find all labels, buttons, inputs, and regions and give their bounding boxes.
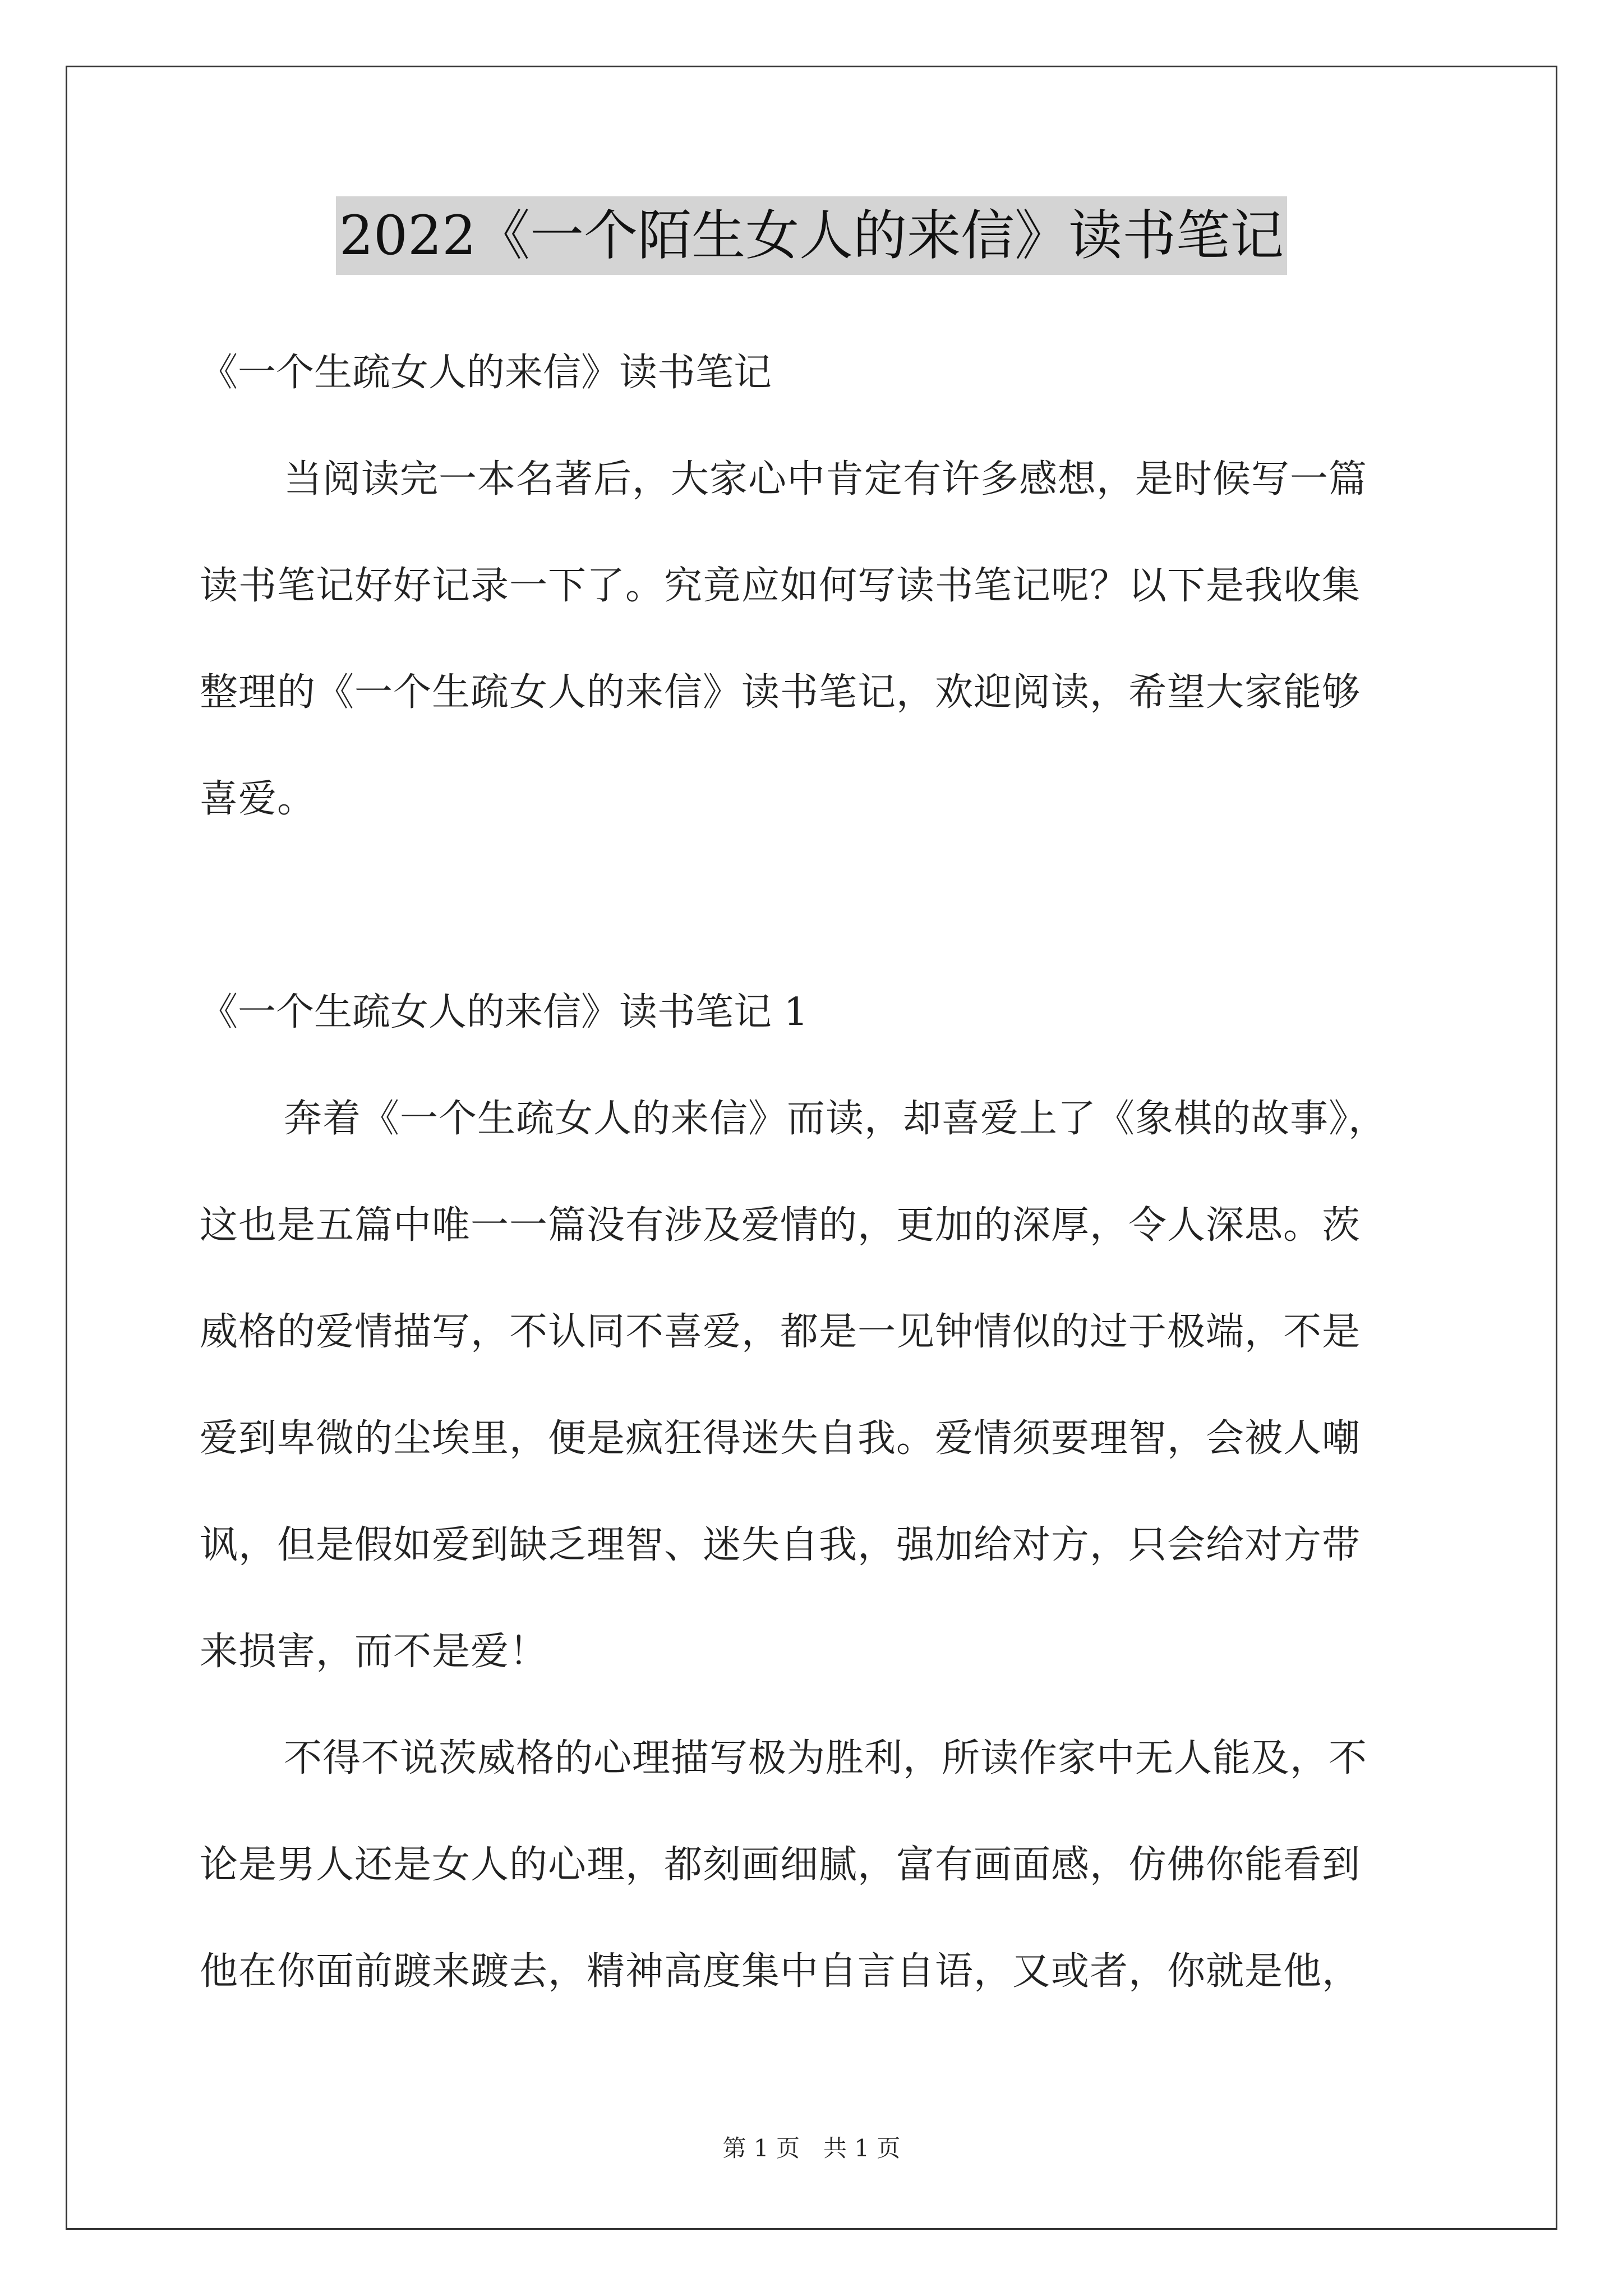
document-body bbox=[200, 320, 1428, 2025]
paragraph-line: 他在你面前踱来踱去，精神高度集中自言自语，又或者，你就是他， bbox=[200, 1949, 1361, 1994]
paragraph-line: 不得不说茨威格的心理描写极为胜利，所读作家中无人能及，不 bbox=[284, 1736, 1368, 1780]
paragraph-line: 讽，但是假如爱到缺乏理智、迷失自我，强加给对方，只会给对方带 bbox=[200, 1523, 1361, 1567]
intro-line: 读书笔记好好记录一下了。究竟应如何写读书笔记呢？以下是我收集 bbox=[200, 564, 1361, 608]
paragraph-line: 威格的爱情描写，不认同不喜爱，都是一见钟情似的过于极端，不是 bbox=[200, 1310, 1361, 1354]
subtitle-heading: 《一个生疏女人的来信》读书笔记 bbox=[200, 351, 772, 395]
intro-line: 喜爱。 bbox=[200, 777, 316, 821]
document-title: 2022《一个陌生女人的来信》读书笔记 bbox=[336, 196, 1287, 275]
intro-paragraph bbox=[200, 426, 1428, 853]
intro-line: 整理的《一个生疏女人的来信》读书笔记，欢迎阅读，希望大家能够 bbox=[200, 670, 1361, 715]
paragraph-line: 爱到卑微的尘埃里，便是疯狂得迷失自我。爱情须要理智，会被人嘲 bbox=[200, 1416, 1361, 1461]
section1-heading: 《一个生疏女人的来信》读书笔记 1 bbox=[200, 990, 808, 1034]
paragraph-line: 奔着《一个生疏女人的来信》而读，却喜爱上了《象棋的故事》， bbox=[284, 1097, 1387, 1141]
intro-line: 当阅读完一本名著后，大家心中肯定有许多感想，是时候写一篇 bbox=[284, 457, 1368, 501]
page-footer: 第 1 页 共 1 页 bbox=[722, 2134, 901, 2162]
blank-line bbox=[200, 853, 1428, 959]
paragraph-line: 来损害，而不是爱！ bbox=[200, 1630, 548, 1674]
paragraph-line: 论是男人还是女人的心理，都刻画细腻，富有画面感，仿佛你能看到 bbox=[200, 1843, 1361, 1887]
section1-paragraph-1 bbox=[200, 1066, 1428, 1705]
paragraph-line: 这也是五篇中唯一一篇没有涉及爱情的，更加的深厚，令人深思。茨 bbox=[200, 1203, 1361, 1248]
title-container bbox=[0, 196, 1623, 275]
section1-paragraph-2 bbox=[200, 1705, 1428, 2025]
